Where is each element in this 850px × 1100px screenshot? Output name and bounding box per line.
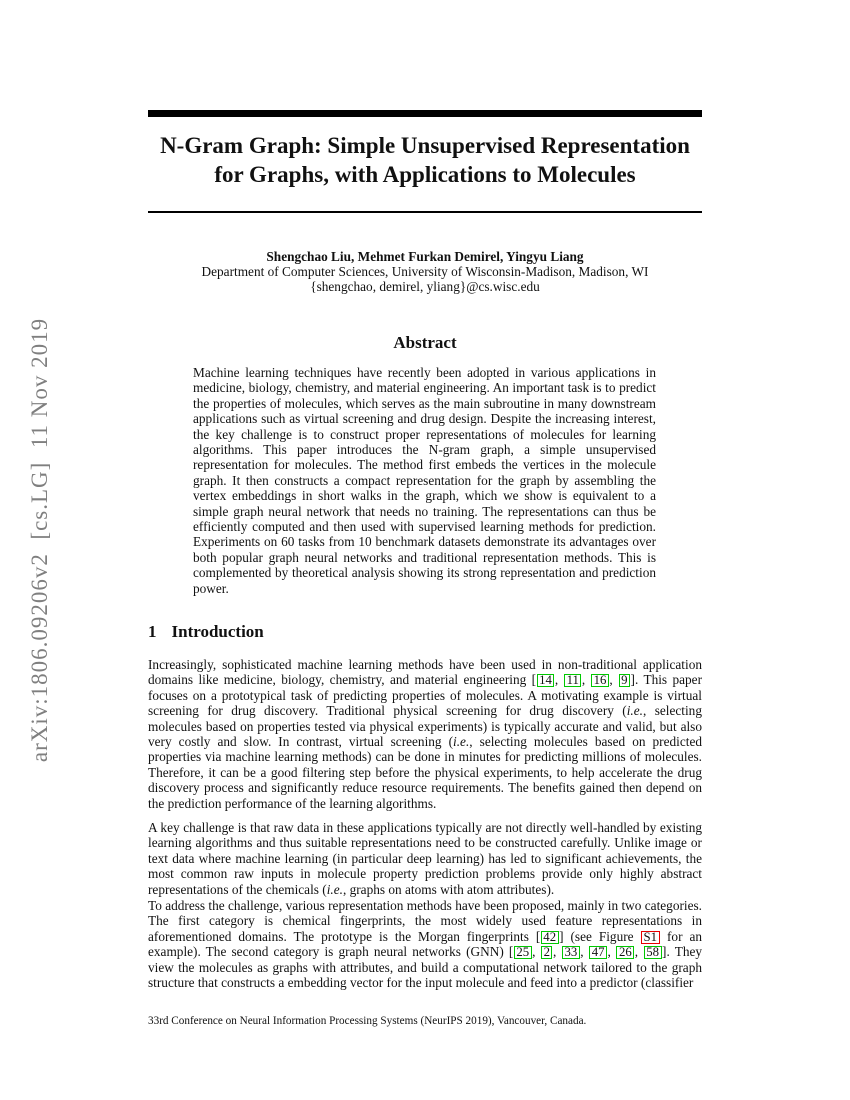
paragraph-text: ,: [580, 944, 589, 960]
citation-link[interactable]: 14: [537, 674, 555, 687]
title-rule-bottom: [148, 211, 702, 213]
paragraph-text: , graphs on atoms with atom attributes).: [342, 881, 555, 897]
citation-link[interactable]: 11: [564, 674, 581, 687]
citation-link[interactable]: 33: [562, 946, 580, 959]
citation-link[interactable]: 42: [541, 931, 559, 944]
paper-title-line2: for Graphs, with Applications to Molecules: [214, 162, 636, 187]
citation-link[interactable]: 9: [619, 674, 630, 687]
paragraph-text: A key challenge is that raw data in these applications typically are not directly well-handled by existing learning algorithms and thus suitable representations need to be constructed carefully. Unlike image or text data where machine learning (in particular deep learning) has led to significant achievements, the most common raw inputs in molecule property prediction problems provide only highly abstract representations of the chemicals (: [148, 820, 702, 897]
title-rule-top: [148, 110, 702, 117]
italic-text: i.e.: [626, 703, 643, 719]
section-number: 1: [148, 622, 157, 641]
author-block: [148, 249, 702, 295]
citation-link[interactable]: 16: [591, 674, 609, 687]
paper-title-line1: N-Gram Graph: Simple Unsupervised Representation: [160, 133, 690, 158]
author-emails: {shengchao, demirel, yliang}@cs.wisc.edu: [310, 279, 540, 295]
italic-text: i.e.: [453, 734, 470, 750]
paragraph-text: , selecting molecules based on properties tested via physical experiments) is typically accurate and valid, but also very costly and slow. In contrast, virtual screening (: [148, 703, 702, 750]
paragraph-text: ]. They view the molecules as graphs with attributes, and build a computational network tailored to the graph structure that constructs a embedding vector for the input molecule and feed into a predictor (classifier: [148, 944, 703, 991]
paragraph-text: ,: [581, 672, 591, 688]
citation-link[interactable]: 26: [616, 946, 634, 959]
paragraph-text: ] (see Figure: [559, 928, 641, 944]
intro-paragraph-2: [148, 820, 702, 897]
paragraph-text: ,: [609, 672, 619, 688]
paragraph-text: ,: [554, 672, 564, 688]
citation-link[interactable]: 2: [541, 946, 552, 959]
paragraph-text: for an example). The second category is graph neural networks (GNN) [: [148, 928, 702, 960]
paragraph-text: ]. This paper focuses on a prototypical task of predicting properties of molecules. A motivating example is virtual screening for drug discovery. Traditional physical screening for drug discovery (: [148, 672, 702, 719]
author-affiliation: Department of Computer Sciences, University of Wisconsin-Madison, Madison, WI: [201, 264, 649, 280]
abstract-heading: Abstract: [393, 333, 457, 352]
citation-link[interactable]: 47: [589, 946, 607, 959]
paragraph-text: ,: [552, 944, 562, 960]
paragraph-text: To address the challenge, various representation methods have been proposed, mainly in two categories. The first category is chemical fingerprints, the most widely used feature representations in aforementioned domains. The prototype is the Morgan fingerprints [: [148, 898, 702, 944]
section-title: Introduction: [171, 622, 264, 641]
intro-paragraph-3: [148, 898, 702, 990]
conference-footer: 33rd Conference on Neural Information Processing Systems (NeurIPS 2019), Vancouver, Canada.: [148, 1015, 587, 1027]
italic-text: i.e.: [326, 881, 343, 897]
intro-paragraph-1: [148, 657, 702, 811]
figure-ref-link[interactable]: S1: [641, 931, 660, 944]
paragraph-text: Increasingly, sophisticated machine learning methods have been used in non-traditional application domains like medicine, biology, chemistry, and material engineering [: [148, 657, 702, 688]
citation-link[interactable]: 58: [644, 946, 662, 959]
abstract-text: Machine learning techniques have recently been adopted in various applications in medicine, biology, chemistry, and material engineering. An important task is to predict the properties of molecules, which serves as the main subroutine in many downstream applications such as virtual screening and drug design. Despite the increasing interest, the key challenge is to construct proper representations of molecules for learning algorithms. This paper introduces the N-gram graph, a simple unsupervised representation for molecules. The method first embeds the vertices in the molecule graph. It then constructs a compact representation for the graph by assembling the vertex embeddings in short walks in the graph, which we show is equivalent to a simple graph neural network that needs no training. The representations can thus be efficiently computed and then used with supervised learning methods for prediction. Experiments on 60 tasks from 10 benchmark datasets demonstrate its advantages over both popular graph neural networks and traditional representation methods. This is complemented by theoretical analysis showing its strong representation and prediction power.: [193, 365, 656, 596]
arxiv-watermark: arXiv:1806.09206v2 [cs.LG] 11 Nov 2019: [27, 317, 52, 763]
paper-title: [148, 131, 702, 189]
paragraph-text: ,: [532, 944, 541, 960]
author-names: Shengchao Liu, Mehmet Furkan Demirel, Yingyu Liang: [266, 249, 584, 264]
citation-link[interactable]: 25: [514, 946, 532, 959]
section-1-heading: [148, 622, 702, 642]
paragraph-text: , selecting molecules based on predicted properties via machine learning methods) can be done in minutes for predicting millions of molecules. Therefore, it can be a good filtering step before the physical experiments, to help accelerate the drug discovery process and significantly reduce resource requirements. The benefits gained then depend on the prediction performance of the learning algorithms.: [148, 734, 702, 811]
paragraph-text: ,: [634, 944, 644, 960]
paragraph-text: ,: [607, 944, 616, 960]
